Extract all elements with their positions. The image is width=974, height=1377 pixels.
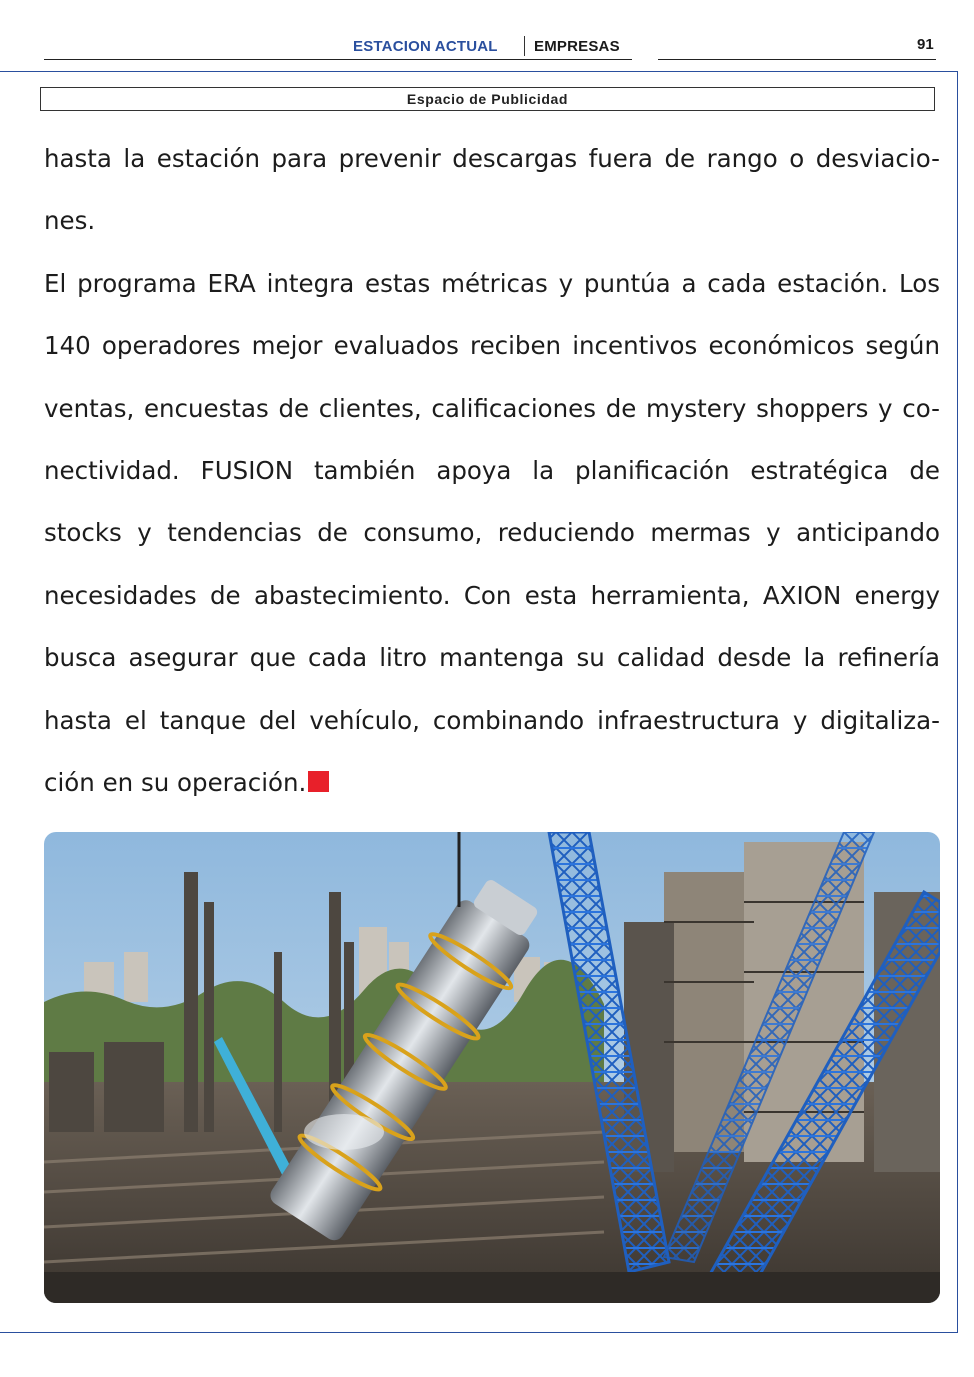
header-rule-left	[44, 59, 632, 60]
refinery-photo-illustration	[44, 832, 940, 1303]
header-subsection-title: EMPRESAS	[534, 38, 620, 55]
end-of-article-mark	[308, 771, 329, 792]
refinery-photo	[44, 832, 940, 1303]
header-section-title: ESTACION ACTUAL	[353, 38, 498, 55]
article-line: El programa ERA integra estas métricas y puntúa a cada estación. Los	[44, 268, 940, 298]
article-line-text: ción en su operación.	[44, 767, 307, 797]
advertising-space-label: Espacio de Publicidad	[406, 91, 569, 107]
article-line: stocks y tendencias de consumo, reduciendo mermas y anticipando	[44, 518, 940, 548]
header-rule-right	[658, 59, 936, 60]
article-line: hasta la estación para prevenir descargas fuera de rango o desviacio-	[44, 144, 940, 173]
page-number: 91	[917, 36, 934, 53]
article-line: necesidades de abastecimiento. Con esta herramienta, AXION energy	[44, 580, 940, 610]
article-line: nes.	[44, 206, 96, 236]
article-body	[44, 128, 940, 814]
article-last-line	[44, 752, 940, 814]
advertising-space-box	[40, 87, 935, 111]
article-line: hasta el tanque del vehículo, combinando infraestructura y digitaliza-	[44, 705, 940, 735]
page-frame-right	[957, 71, 958, 1332]
header-separator	[524, 36, 525, 56]
article-line: ventas, encuestas de clientes, calificaciones de mystery shoppers y co-	[44, 393, 940, 423]
page-frame-top	[0, 71, 958, 72]
page-frame-bottom	[0, 1332, 958, 1333]
article-line: busca asegurar que cada litro mantenga su calidad desde la refinería	[44, 643, 940, 673]
article-line: 140 operadores mejor evaluados reciben incentivos económicos según	[44, 331, 940, 361]
article-line: nectividad. FUSION también apoya la planificación estratégica de	[44, 455, 940, 485]
